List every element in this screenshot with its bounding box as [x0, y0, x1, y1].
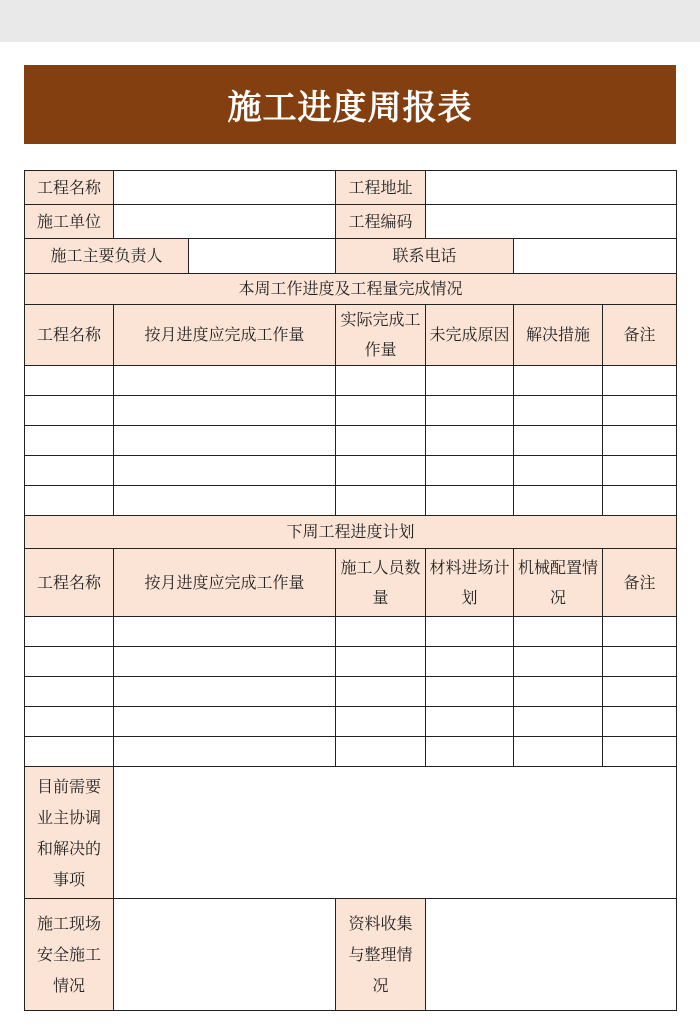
- table-cell[interactable]: [114, 617, 336, 647]
- table-cell[interactable]: [114, 396, 336, 426]
- table-cell[interactable]: [603, 486, 677, 516]
- table-cell[interactable]: [603, 456, 677, 486]
- col-header: 实际完成工作量: [336, 305, 426, 366]
- table-cell[interactable]: [426, 617, 514, 647]
- project-name-label: 工程名称: [25, 171, 114, 205]
- table-row: [25, 737, 677, 767]
- table-cell[interactable]: [426, 647, 514, 677]
- project-address-cell[interactable]: [426, 171, 677, 205]
- table-cell[interactable]: [336, 707, 426, 737]
- docs-cell[interactable]: [426, 899, 677, 1011]
- table-row: [25, 617, 677, 647]
- table-cell[interactable]: [25, 737, 114, 767]
- table-cell[interactable]: [514, 617, 603, 647]
- table-cell[interactable]: [514, 647, 603, 677]
- table-row: [25, 677, 677, 707]
- table-cell[interactable]: [603, 677, 677, 707]
- site-safety-label: 施工现场安全施工情况: [25, 899, 114, 1011]
- project-code-cell[interactable]: [426, 205, 677, 239]
- table-cell[interactable]: [603, 647, 677, 677]
- info-row: [25, 171, 677, 205]
- project-address-label: 工程地址: [336, 171, 426, 205]
- table-cell[interactable]: [336, 396, 426, 426]
- table-cell[interactable]: [336, 737, 426, 767]
- phone-label: 联系电话: [336, 239, 514, 274]
- table-cell[interactable]: [426, 677, 514, 707]
- table-row: [25, 707, 677, 737]
- header-row: [25, 305, 677, 366]
- project-code-label: 工程编码: [336, 205, 426, 239]
- col-header: 材料进场计划: [426, 549, 514, 617]
- col-header: 机械配置情况: [514, 549, 603, 617]
- docs-label: 资料收集与整理情况: [336, 899, 426, 1011]
- table-cell[interactable]: [336, 486, 426, 516]
- table-cell[interactable]: [514, 486, 603, 516]
- construction-unit-cell[interactable]: [114, 205, 336, 239]
- table-cell[interactable]: [514, 707, 603, 737]
- col-header: 工程名称: [25, 305, 114, 366]
- table-cell[interactable]: [603, 737, 677, 767]
- table-cell[interactable]: [114, 426, 336, 456]
- section-row: [25, 516, 677, 549]
- table-cell[interactable]: [114, 707, 336, 737]
- table-cell[interactable]: [426, 456, 514, 486]
- table-cell[interactable]: [25, 677, 114, 707]
- project-name-cell[interactable]: [114, 171, 336, 205]
- table-cell[interactable]: [514, 456, 603, 486]
- table-cell[interactable]: [25, 617, 114, 647]
- col-header: 工程名称: [25, 549, 114, 617]
- table-cell[interactable]: [426, 426, 514, 456]
- owner-issues-label: 目前需要业主协调和解决的事项: [25, 767, 114, 899]
- next-week-section-title: 下周工程进度计划: [25, 516, 677, 549]
- col-header: 备注: [603, 549, 677, 617]
- col-header: 按月进度应完成工作量: [114, 305, 336, 366]
- table-cell[interactable]: [114, 366, 336, 396]
- construction-unit-label: 施工单位: [25, 205, 114, 239]
- table-cell[interactable]: [336, 677, 426, 707]
- table-cell[interactable]: [336, 426, 426, 456]
- table-cell[interactable]: [603, 707, 677, 737]
- owner-issues-cell[interactable]: [114, 767, 677, 899]
- col-header: 解决措施: [514, 305, 603, 366]
- top-band: [0, 0, 700, 42]
- table-cell[interactable]: [25, 456, 114, 486]
- site-safety-cell[interactable]: [114, 899, 336, 1011]
- table-cell[interactable]: [336, 617, 426, 647]
- table-cell[interactable]: [25, 707, 114, 737]
- table-cell[interactable]: [514, 677, 603, 707]
- table-cell[interactable]: [114, 737, 336, 767]
- table-cell[interactable]: [514, 426, 603, 456]
- site-safety-row: [25, 899, 677, 1011]
- table-cell[interactable]: [603, 396, 677, 426]
- table-row: [25, 486, 677, 516]
- table-row: [25, 396, 677, 426]
- table-cell[interactable]: [114, 647, 336, 677]
- table-row: [25, 647, 677, 677]
- table-cell[interactable]: [25, 366, 114, 396]
- main-person-cell[interactable]: [189, 239, 336, 274]
- col-header: 施工人员数量: [336, 549, 426, 617]
- table-cell[interactable]: [426, 396, 514, 426]
- table-cell[interactable]: [603, 426, 677, 456]
- report-grid: [24, 170, 676, 1011]
- section-row: [25, 274, 677, 305]
- table-cell[interactable]: [336, 366, 426, 396]
- table-row: [25, 426, 677, 456]
- table-cell[interactable]: [514, 396, 603, 426]
- info-row: [25, 239, 677, 274]
- table-cell[interactable]: [426, 737, 514, 767]
- table-cell[interactable]: [25, 396, 114, 426]
- table-cell[interactable]: [426, 486, 514, 516]
- table-cell[interactable]: [603, 617, 677, 647]
- table-cell[interactable]: [25, 426, 114, 456]
- table-cell[interactable]: [426, 707, 514, 737]
- table-row: [25, 366, 677, 396]
- table-row: [25, 456, 677, 486]
- table-cell[interactable]: [336, 647, 426, 677]
- table-cell[interactable]: [514, 737, 603, 767]
- owner-issues-row: [25, 767, 677, 899]
- table-cell[interactable]: [114, 456, 336, 486]
- table-cell[interactable]: [25, 486, 114, 516]
- phone-cell[interactable]: [514, 239, 677, 274]
- table-cell[interactable]: [336, 456, 426, 486]
- table-cell[interactable]: [514, 366, 603, 396]
- table-cell[interactable]: [114, 677, 336, 707]
- info-row: [25, 205, 677, 239]
- col-header: 未完成原因: [426, 305, 514, 366]
- table-cell[interactable]: [114, 486, 336, 516]
- header-row: [25, 549, 677, 617]
- table-cell[interactable]: [603, 366, 677, 396]
- col-header: 按月进度应完成工作量: [114, 549, 336, 617]
- page-title: 施工进度周报表: [24, 65, 676, 144]
- this-week-section-title: 本周工作进度及工程量完成情况: [25, 274, 677, 305]
- report-table: [24, 170, 677, 1011]
- col-header: 备注: [603, 305, 677, 366]
- table-cell[interactable]: [426, 366, 514, 396]
- table-cell[interactable]: [25, 647, 114, 677]
- main-person-label: 施工主要负责人: [25, 239, 189, 274]
